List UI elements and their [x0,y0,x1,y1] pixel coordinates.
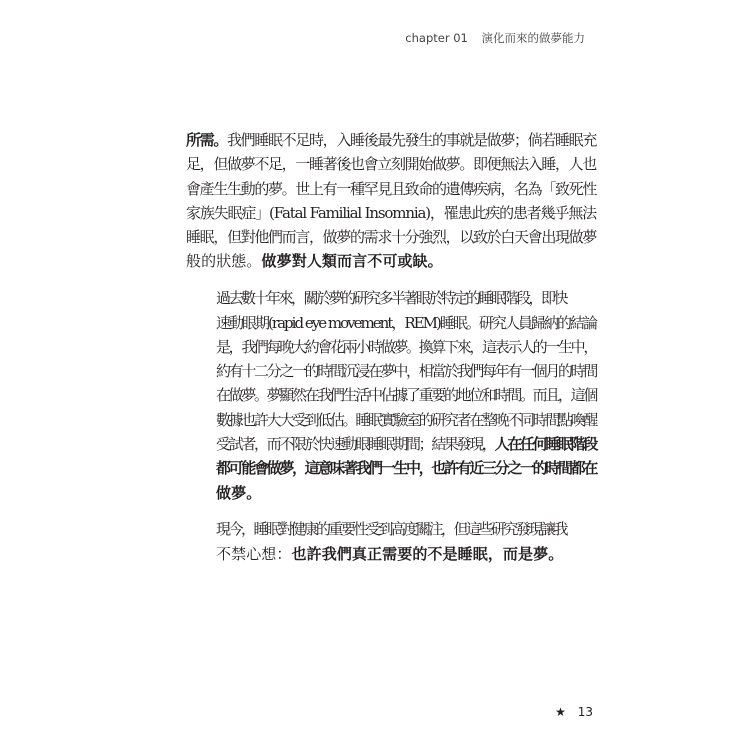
text-line [186,152,596,176]
text-line [186,335,596,359]
text-run: 不禁心想： [216,544,292,563]
text-line [186,249,596,273]
text-line [186,383,596,407]
text-run: 是，我們每晚大約會花兩小時做夢。換算下來，這表示人的一生中， [216,337,596,356]
text-run: 速動眼期(rapid eye movement，REM)睡眠。研究人員歸納的結論 [216,313,596,332]
text-run: 過去數十年來，關於夢的研究多半著眼於特定的睡眠階段，即快 [216,289,566,308]
text-run: 家族失眠症」(Fatal Familial Insomnia)，罹患此疾的患者幾乎無法 [186,203,596,222]
running-head [405,30,585,46]
text-line [186,456,596,480]
text-line [186,311,596,335]
paragraph-2 [186,286,596,505]
bold-text-run: 人在任何睡眠階段 [494,435,597,454]
text-run: 現今，睡眠對健康的重要性受到高度關注，但這些研究發現讓我 [216,520,566,539]
body-text [186,128,596,566]
bold-text-run: 做夢。 [216,483,262,502]
text-run: 數據也許大大受到低估。睡眠實驗室的研究者在整晚不同時間點喚醒 [216,410,596,429]
text-line [186,517,596,541]
page-folio [555,705,593,719]
text-line [186,286,596,310]
text-run: 我們睡眠不足時，入睡後最先發生的事就是做夢；倘若睡眠充 [227,131,596,149]
text-line [186,128,596,152]
bold-text-run: 做夢對人類而言不可或缺。 [261,252,443,271]
bold-text-run: 都可能會做夢，這意味著我們一生中，也許有近三分之一的時間都在 [216,459,596,478]
star-icon: ★ [555,705,566,719]
text-line [186,359,596,383]
page-number: 13 [577,705,593,719]
chapter-label: chapter 01 [405,31,468,45]
bold-text-run: 所需。 [186,131,227,149]
text-line [186,177,596,201]
text-run: 在做夢。夢顯然在我們生活中佔據了重要的地位和時間。而且，這個 [216,386,596,405]
paragraph-3 [186,517,596,566]
text-run: 約有十二分之一的時間沉浸在夢中，相當於我們每年有一個月的時間 [216,362,596,381]
chapter-title: 演化而來的做夢能力 [481,31,585,45]
text-line [186,481,596,505]
text-line [186,432,596,456]
text-run: 足，但做夢不足，一睡著後也會立刻開始做夢。即便無法入睡，人也 [186,155,596,174]
text-run: 受試者，而不限於快速動眼睡眠期間；結果發現， [216,435,495,454]
text-run: 般的狀態。 [186,252,262,271]
text-line [186,225,596,249]
paragraph-1 [186,128,596,274]
bold-text-run: 也許我們真正需要的不是睡眠，而是夢。 [291,544,564,563]
text-line [186,201,596,225]
text-line [186,542,596,566]
text-line [186,408,596,432]
text-run: 會產生生動的夢。世上有一種罕見且致命的遺傳疾病，名為「致死性 [186,179,596,198]
text-run: 睡眠，但對他們而言，做夢的需求十分強烈，以致於白天會出現做夢 [186,228,596,247]
